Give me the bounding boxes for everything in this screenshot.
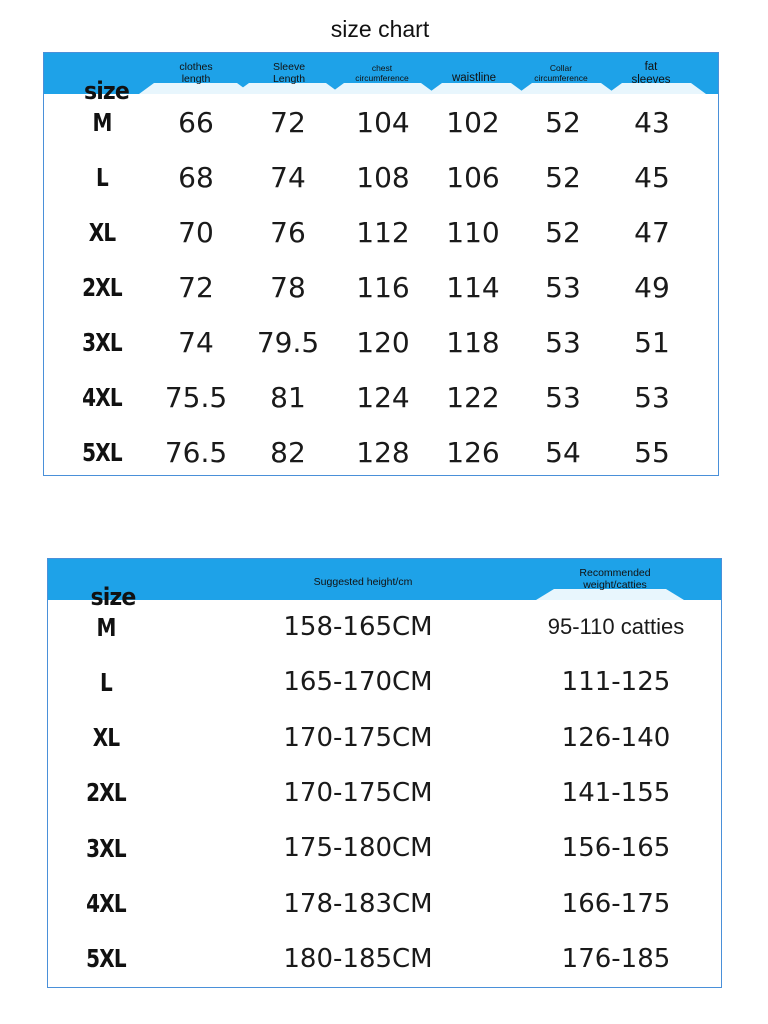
table-cell: 53 <box>545 380 581 414</box>
row-size-label: M <box>96 612 116 642</box>
size-measurement-table <box>43 52 719 476</box>
table-cell: 118 <box>446 325 500 359</box>
row-size-label: 5XL <box>82 437 122 467</box>
table-cell: 76.5 <box>164 435 228 469</box>
table-cell: 52 <box>545 105 581 139</box>
size-recommendation-table <box>47 558 722 988</box>
table-cell: 128 <box>356 435 410 469</box>
table-cell: 116 <box>356 270 410 304</box>
table-cell: 111-125 <box>561 667 671 698</box>
page-title: size chart <box>330 16 430 42</box>
table-row <box>44 425 718 479</box>
table-cell: 124 <box>356 380 410 414</box>
row-size-label: L <box>96 162 108 192</box>
table-cell: 156-165 <box>561 833 671 864</box>
table-cell: 47 <box>634 215 670 249</box>
row-size-label: XL <box>88 217 116 247</box>
table1-header-clothes-length: clothes length <box>179 60 213 85</box>
table1-header-fat-sleeves: fat sleeves <box>631 60 671 86</box>
table-cell: 170-175CM <box>283 777 433 808</box>
row-size-label: 4XL <box>82 382 122 412</box>
table-cell: 102 <box>446 105 500 139</box>
table-cell: 180-185CM <box>283 943 433 974</box>
table-cell: 78 <box>270 270 306 304</box>
table-cell: 66 <box>178 105 214 139</box>
table-cell: 53 <box>545 270 581 304</box>
row-size-label: 5XL <box>86 944 126 974</box>
table-cell: 122 <box>446 380 500 414</box>
table-cell: 74 <box>270 160 306 194</box>
row-size-label: 2XL <box>86 778 126 808</box>
table-cell: 126-140 <box>561 722 671 753</box>
table-cell: 165-170CM <box>283 667 433 698</box>
table-row <box>48 821 721 875</box>
row-size-label: XL <box>92 723 120 753</box>
table1-header-chest: chest circumference <box>355 63 409 83</box>
table-row <box>48 711 721 765</box>
table-cell: 68 <box>178 160 214 194</box>
table-cell: 72 <box>178 270 214 304</box>
table-cell: 53 <box>545 325 581 359</box>
table-cell: 72 <box>270 105 306 139</box>
table-cell: 95-110 catties <box>547 614 685 639</box>
table-row <box>48 766 721 820</box>
table-cell: 70 <box>178 215 214 249</box>
table-cell: 45 <box>634 160 670 194</box>
table-cell: 178-183CM <box>283 888 433 919</box>
table-cell: 54 <box>545 435 581 469</box>
table-row <box>48 600 721 654</box>
table-cell: 112 <box>356 215 410 249</box>
table-cell: 158-165CM <box>283 612 433 642</box>
table-cell: 49 <box>634 270 670 304</box>
table-row <box>44 315 718 369</box>
table-cell: 108 <box>356 160 410 194</box>
table-cell: 52 <box>545 215 581 249</box>
row-size-label: 4XL <box>86 889 126 918</box>
table-cell: 176-185 <box>561 943 671 974</box>
table-cell: 126 <box>446 435 500 469</box>
table-cell: 55 <box>634 435 670 469</box>
table-cell: 75.5 <box>164 380 228 414</box>
table-cell: 114 <box>446 270 500 304</box>
row-size-label: 3XL <box>82 327 122 357</box>
table-row <box>44 370 718 424</box>
table-cell: 166-175 <box>561 888 671 919</box>
table-cell: 81 <box>270 380 306 414</box>
table-cell: 141-155 <box>561 777 671 808</box>
table1-header-sleeve-length: Sleeve Length <box>272 60 306 85</box>
table-cell: 110 <box>446 215 500 249</box>
table-row <box>44 95 718 149</box>
table-row <box>48 877 721 931</box>
table-cell: 76 <box>270 215 306 249</box>
table2-header-height: Suggested height/cm <box>313 575 413 588</box>
row-size-label: 3XL <box>86 833 126 863</box>
table-cell: 104 <box>356 105 410 139</box>
table-row <box>44 205 718 259</box>
table-cell: 79.5 <box>256 325 320 359</box>
row-size-label: M <box>92 107 112 137</box>
table-cell: 52 <box>545 160 581 194</box>
table-cell: 170-175CM <box>283 722 433 753</box>
table-cell: 82 <box>270 435 306 469</box>
table-cell: 175-180CM <box>283 833 433 864</box>
table-row <box>48 932 721 986</box>
table-row <box>44 260 718 314</box>
table-cell: 120 <box>356 325 410 359</box>
table-row <box>48 655 721 709</box>
table1-header-waistline: waistline <box>451 72 497 85</box>
table2-header-weight: Recommended weight/catties <box>579 566 651 591</box>
row-size-label: 2XL <box>82 272 122 302</box>
table1-header-collar: Collar circumference <box>534 63 588 83</box>
table-cell: 74 <box>178 325 214 359</box>
table-row <box>44 150 718 204</box>
table-cell: 106 <box>446 160 500 194</box>
table-cell: 43 <box>634 105 670 139</box>
table2-header-size: size <box>90 583 136 612</box>
table-cell: 51 <box>634 325 670 359</box>
row-size-label: L <box>100 667 112 697</box>
table1-header-size: size <box>84 77 129 106</box>
table-cell: 53 <box>634 380 670 414</box>
